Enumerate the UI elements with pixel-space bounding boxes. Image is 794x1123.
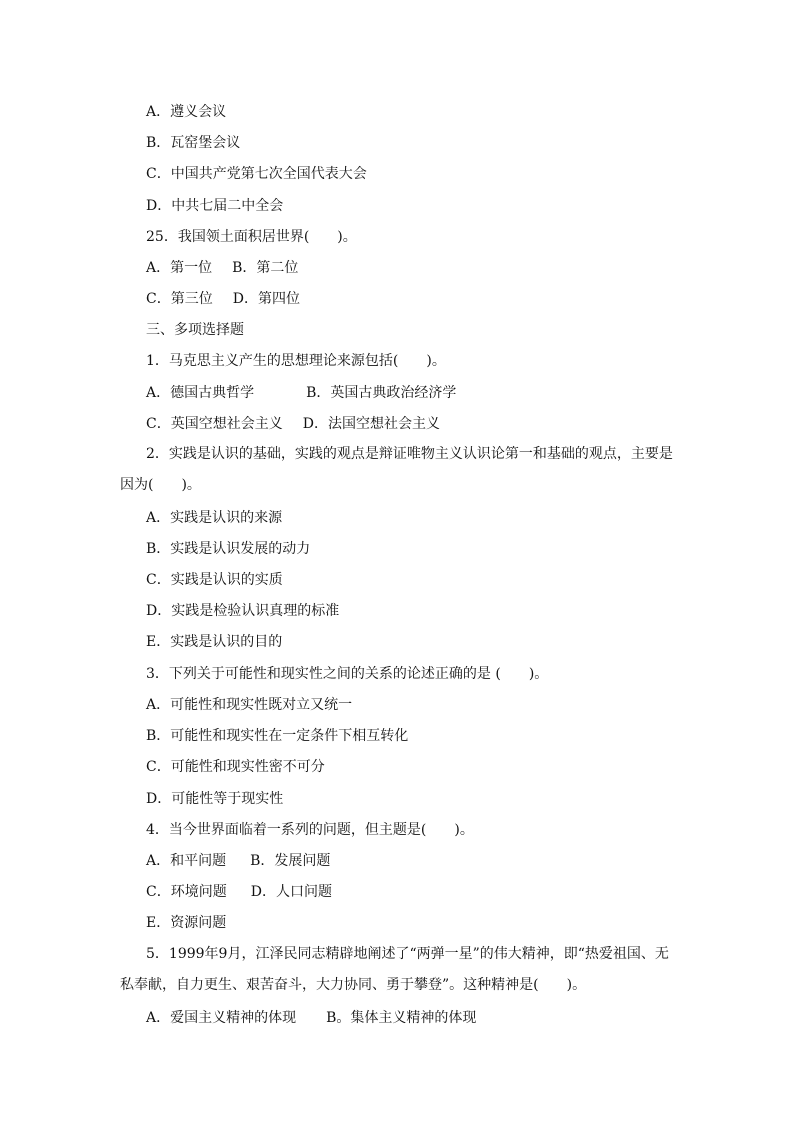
mq4-options-row-1 bbox=[146, 852, 330, 870]
mq5-options-row-1 bbox=[146, 1009, 476, 1027]
q24-option-d: D．中共七届二中全会 bbox=[146, 198, 284, 214]
mq2-option-b: B．实践是认识发展的动力 bbox=[146, 541, 311, 557]
mq1-options-row-1 bbox=[146, 384, 456, 402]
mq2-option-e: E．实践是认识的目的 bbox=[146, 634, 283, 650]
mq3-option-d: D．可能性等于现实性 bbox=[146, 791, 284, 807]
mq4-option-d: D．人口问题 bbox=[250, 884, 332, 900]
mq2-option-d: D．实践是检验认识真理的标准 bbox=[146, 603, 340, 619]
q25-option-a: A．第一位 bbox=[146, 260, 213, 276]
q25-option-b: B．第二位 bbox=[232, 260, 299, 276]
mq2-option-c: C．实践是认识的实质 bbox=[146, 572, 283, 588]
mq5-stem: 5．1999年9月，江泽民同志精辟地阐述了“两弹一星”的伟大精神，即“热爱祖国、无私奉献，自力更生、艰苦奋斗，大力协同、勇于攀登”。这种精神是( )。 bbox=[120, 946, 669, 993]
mq1-option-a: A．德国古典哲学 bbox=[146, 385, 255, 401]
mq4-stem: 4．当今世界面临着一系列的问题，但主题是( )。 bbox=[146, 822, 474, 838]
mq3-option-b: B．可能性和现实性在一定条件下相互转化 bbox=[146, 728, 409, 744]
mq3-option-a: A．可能性和现实性既对立又统一 bbox=[146, 697, 353, 713]
q25-option-c: C．第三位 bbox=[146, 291, 213, 307]
mq1-stem: 1．马克思主义产生的思想理论来源包括( )。 bbox=[146, 353, 446, 369]
mq3-option-c: C．可能性和现实性密不可分 bbox=[146, 759, 325, 775]
mq4-options-row-2 bbox=[146, 883, 332, 901]
mq4-option-e: E．资源问题 bbox=[146, 915, 227, 931]
mq4-option-b: B．发展问题 bbox=[250, 853, 331, 869]
mq4-option-c: C．环境问题 bbox=[146, 884, 227, 900]
section-heading: 三、多项选择题 bbox=[146, 322, 244, 338]
mq1-options-row-2 bbox=[146, 415, 440, 433]
mq2-option-a: A．实践是认识的来源 bbox=[146, 510, 283, 526]
q25-stem: 25．我国领土面积居世界( )。 bbox=[146, 229, 357, 245]
q25-options-row-2 bbox=[146, 290, 300, 308]
mq2-stem: 2．实践是认识的基础，实践的观点是辩证唯物主义认识论第一和基础的观点，主要是因为( )。 bbox=[120, 446, 673, 493]
mq5-option-b: B。集体主义精神的体现 bbox=[326, 1010, 477, 1026]
q25-option-d: D．第四位 bbox=[232, 291, 300, 307]
q25-options-row-1 bbox=[146, 259, 298, 277]
mq5-option-a: A．爱国主义精神的体现 bbox=[146, 1010, 297, 1026]
mq3-stem: 3．下列关于可能性和现实性之间的关系的论述正确的是 ( )。 bbox=[146, 666, 549, 682]
mq1-option-d: D．法国空想社会主义 bbox=[302, 416, 440, 432]
mq4-option-a: A．和平问题 bbox=[146, 853, 227, 869]
q24-option-c: C．中国共产党第七次全国代表大会 bbox=[146, 166, 367, 182]
q24-option-b: B．瓦窑堡会议 bbox=[146, 135, 241, 151]
q24-option-a: A．遵义会议 bbox=[146, 104, 227, 120]
mq1-option-c: C．英国空想社会主义 bbox=[146, 416, 283, 432]
mq1-option-b: B．英国古典政治经济学 bbox=[306, 385, 457, 401]
